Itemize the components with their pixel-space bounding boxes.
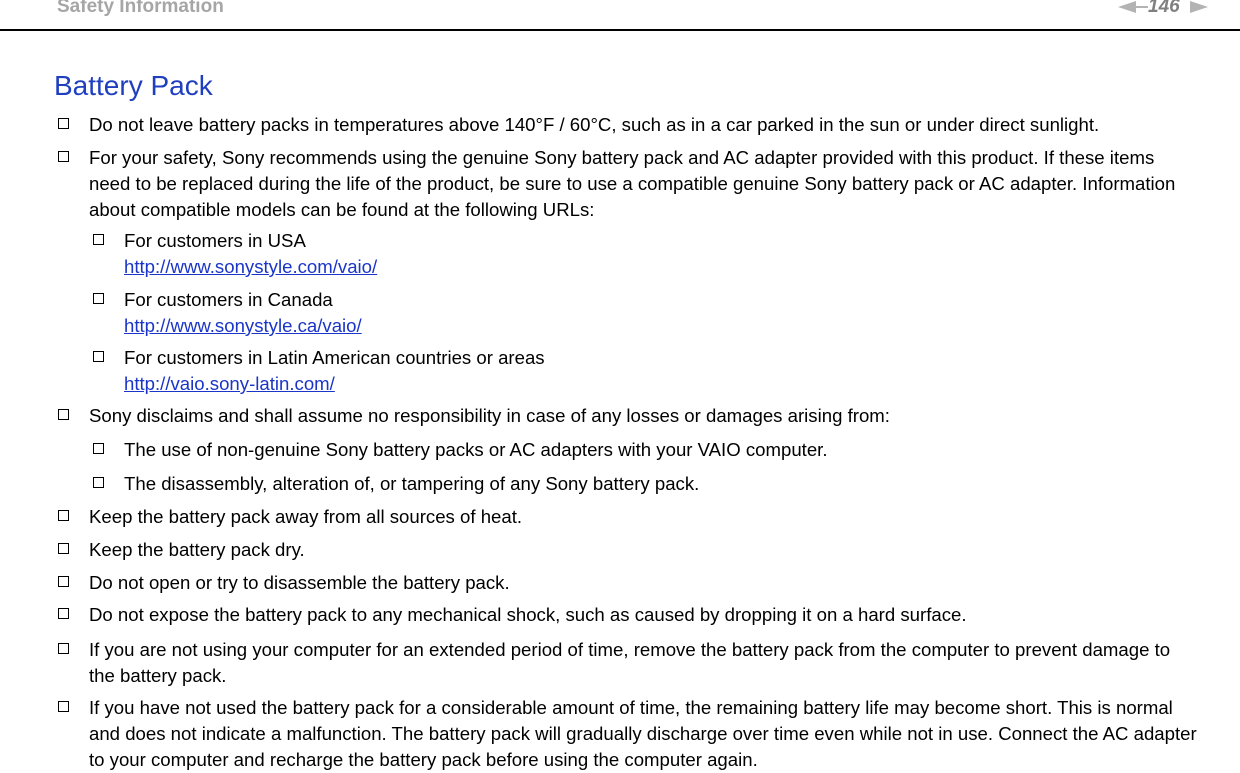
list-item-text: For your safety, Sony recommends using the genuine Sony battery pack and AC adapter provided with this product. If these items need to be replaced during the life of the product, be sure to use a compatible genuine Sony battery pack or AC adapter. Information about compatible models can be found at the following URLs: [89,147,1176,220]
checkbox-bullet-icon [93,443,104,454]
list-item [57,504,1197,530]
header-title: Safety Information [57,0,224,17]
checkbox-bullet-icon [58,643,69,654]
checkbox-bullet-icon [93,234,104,245]
list-item [57,637,1197,689]
checkbox-bullet-icon [58,543,69,554]
sub-list-item [92,345,1192,397]
checkbox-bullet-icon [58,409,69,420]
list-item [57,145,1197,223]
checkbox-bullet-icon [93,351,104,362]
list-item [57,537,1197,563]
sub-list-item [92,287,1192,339]
list-item [57,112,1197,138]
checkbox-bullet-icon [58,576,69,587]
list-item [57,695,1197,773]
list-item-text: Sony disclaims and shall assume no responsibility in case of any losses or damages arising from: [89,405,890,426]
list-item [57,570,1197,596]
checkbox-bullet-icon [58,118,69,129]
header-divider [0,29,1240,31]
list-item-text: Do not leave battery packs in temperatures above 140°F / 60°C, such as in a car parked in the sun or under direct sunlight. [89,114,1100,135]
section-title: Battery Pack [54,70,213,101]
list-item-text: The use of non-genuine Sony battery packs or AC adapters with your VAIO computer. [124,439,828,460]
list-item [57,403,1197,429]
list-item [57,602,1197,628]
list-item-text: If you have not used the battery pack for a considerable amount of time, the remaining battery life may become short. This is normal and does not indicate a malfunction. The battery pack will gradually discharge over time even while not in use. Connect the AC adapter to your computer and recharge the battery pack before using the computer again. [89,697,1197,770]
list-item-text: Keep the battery pack away from all sources of heat. [89,506,523,527]
canada-url-link[interactable]: http://www.sonystyle.ca/vaio/ [124,315,362,336]
checkbox-bullet-icon [58,701,69,712]
list-item-text: If you are not using your computer for an extended period of time, remove the battery pack from the computer to prevent damage to the battery pack. [89,639,1171,686]
latin-america-url-link[interactable]: http://vaio.sony-latin.com/ [124,373,335,394]
pager-bar [1132,6,1148,8]
checkbox-bullet-icon [93,477,104,488]
sub-list-item [92,228,1192,280]
customer-region-label: For customers in Latin American countries or areas [124,347,545,368]
checkbox-bullet-icon [58,510,69,521]
customer-region-label: For customers in Canada [124,289,333,310]
next-page-arrow-icon[interactable] [1190,1,1208,13]
list-item-text: The disassembly, alteration of, or tampering of any Sony battery pack. [124,473,700,494]
checkbox-bullet-icon [58,151,69,162]
customer-region-label: For customers in USA [124,230,306,251]
sub-list-item [92,471,1192,497]
usa-url-link[interactable]: http://www.sonystyle.com/vaio/ [124,256,378,277]
list-item-text: Do not expose the battery pack to any mechanical shock, such as caused by dropping it on a hard surface. [89,604,967,625]
list-item-text: Do not open or try to disassemble the battery pack. [89,572,510,593]
page-navigator [1118,0,1218,20]
page-number: 146 [1148,0,1180,17]
checkbox-bullet-icon [58,608,69,619]
sub-list-item [92,437,1192,463]
checkbox-bullet-icon [93,293,104,304]
list-item-text: Keep the battery pack dry. [89,539,305,560]
